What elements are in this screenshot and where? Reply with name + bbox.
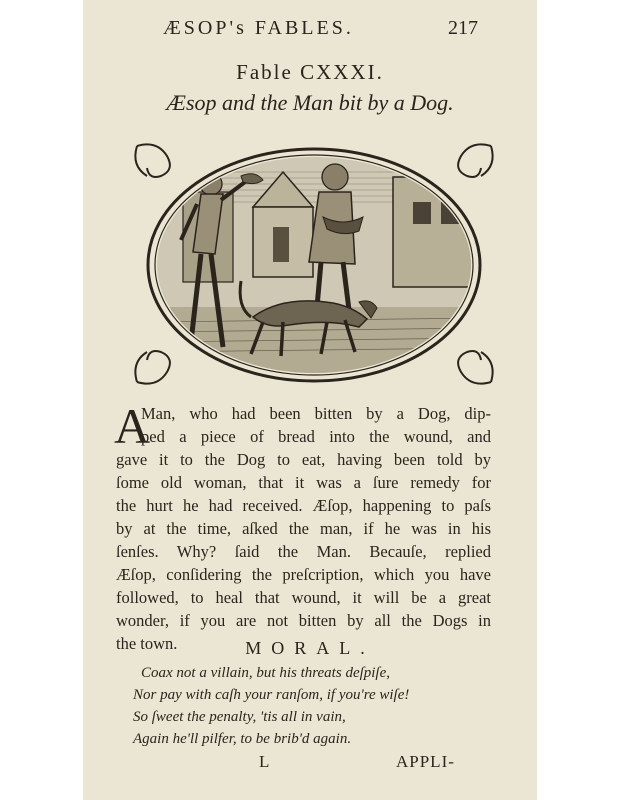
body-line: wonder, if you are not bitten by all the Dogs in	[116, 611, 491, 630]
signature-mark: L	[259, 752, 270, 771]
fable-title: Æsop and the Man bit by a Dog.	[166, 90, 454, 115]
page-number: 217	[448, 17, 478, 39]
fable-number: Fable CXXXI.	[236, 60, 384, 84]
book-page	[83, 0, 537, 800]
catchword: APPLI-	[396, 752, 455, 771]
running-title: ÆSOP's FABLES.	[163, 17, 354, 39]
moral-verse: So ſweet the penalty, 'tis all in vain,	[133, 709, 346, 725]
body-line: gave it to the Dog to eat, having been told by	[116, 450, 491, 469]
body-line: Æſop, conſidering the preſcription, which you have	[116, 565, 491, 584]
moral-verse: Coax not a villain, but his threats deſpiſe,	[141, 665, 391, 681]
moral-verse: Again he'll pilfer, to be brib'd again.	[133, 731, 352, 747]
moral-heading: MORAL.	[245, 638, 375, 658]
body-line: by at the time, aſked the man, if he was in his	[116, 519, 491, 538]
moral-verse: Nor pay with caſh your ranſom, if you're wiſe!	[133, 687, 410, 703]
body-line: ſenſes. Why? ſaid the Man. Becauſe, replied	[116, 542, 491, 561]
body-line: the town.	[116, 634, 178, 653]
body-line: Man, who had been bitten by a Dog, dip-	[141, 404, 491, 423]
body-line: followed, to heal that wound, it will be a great	[116, 588, 491, 607]
drop-cap: A	[114, 398, 151, 454]
body-line: the hurt he had received. Æſop, happening to paſs	[116, 496, 491, 515]
woodcut-illustration-icon	[123, 132, 505, 396]
body-line: ped a piece of bread into the wound, and	[141, 427, 491, 446]
body-line: ſome old woman, that it was a ſure remedy for	[116, 473, 491, 492]
